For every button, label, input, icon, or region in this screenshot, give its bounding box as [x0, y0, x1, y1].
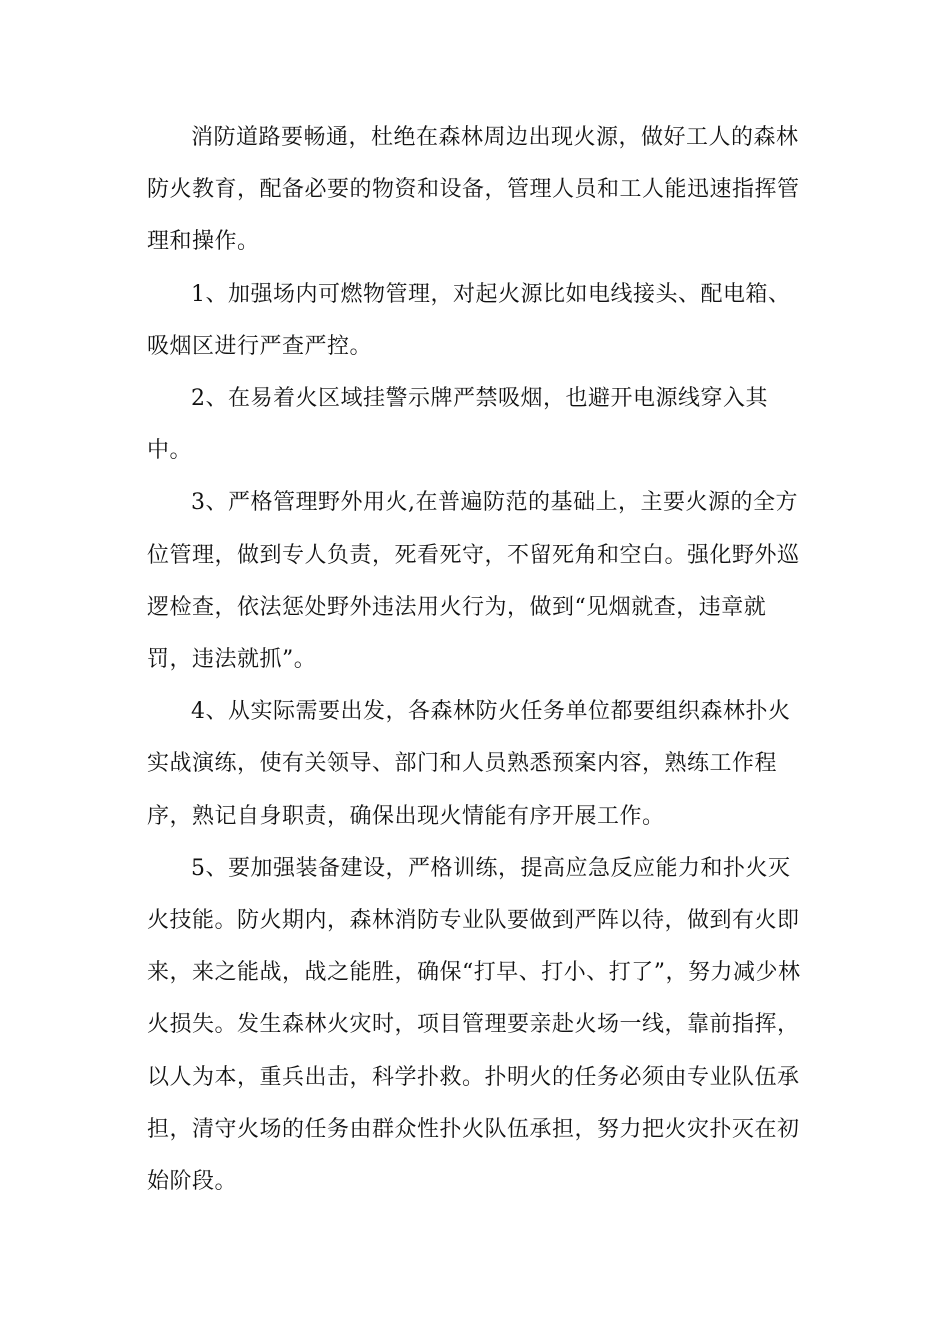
paragraph-item-1: [147, 269, 803, 373]
paragraph-line: 4、从实际需要出发，各森林防火任务单位都要组织森林扑火: [191, 699, 791, 725]
paragraph-line: 吸烟区进行严查严控。: [147, 333, 373, 359]
paragraph-line: 逻检查，依法惩处野外违法用火行为，做到“见烟就查，违章就: [147, 594, 767, 620]
paragraph-line: 中。: [147, 438, 193, 464]
paragraph-item-4: [147, 686, 803, 843]
paragraph-line: 2、在易着火区域挂警示牌严禁吸烟，也避开电源线穿入其: [191, 386, 768, 412]
paragraph-line: 以人为本，重兵出击，科学扑救。扑明火的任务必须由专业队伍承: [147, 1064, 800, 1090]
paragraph-intro: [147, 112, 803, 269]
document-body: [147, 112, 803, 1208]
paragraph-item-3: [147, 477, 803, 686]
paragraph-line: 消防道路要畅通，杜绝在森林周边出现火源，做好工人的森林: [191, 125, 799, 150]
paragraph-line: 3、严格管理野外用火,在普遍防范的基础上，主要火源的全方: [191, 490, 798, 516]
paragraph-item-2: [147, 373, 803, 477]
paragraph-line: 火损失。发生森林火灾时，项目管理要亲赴火场一线，靠前指挥，: [147, 1012, 800, 1038]
paragraph-line: 火技能。防火期内，森林消防专业队要做到严阵以待，做到有火即: [147, 908, 800, 934]
paragraph-line: 罚，违法就抓”。: [147, 647, 317, 673]
paragraph-line: 担，清守火场的任务由群众性扑火队伍承担，努力把火灾扑灭在初: [147, 1116, 800, 1142]
paragraph-line: 位管理，做到专人负责，死看死守，不留死角和空白。强化野外巡: [147, 542, 800, 568]
paragraph-line: 防火教育，配备必要的物资和设备，管理人员和工人能迅速指挥管: [147, 177, 800, 203]
paragraph-line: 理和操作。: [147, 229, 260, 255]
paragraph-line: 序，熟记自身职责，确保出现火情能有序开展工作。: [147, 803, 665, 829]
paragraph-line: 5、要加强装备建设，严格训练，提高应急反应能力和扑火灭: [191, 855, 791, 881]
paragraph-line: 1、加强场内可燃物管理，对起火源比如电线接头、配电箱、: [191, 281, 791, 307]
paragraph-item-5: [147, 843, 803, 1208]
paragraph-line: 实战演练，使有关领导、部门和人员熟悉预案内容，熟练工作程: [147, 751, 778, 777]
paragraph-line: 始阶段。: [147, 1169, 238, 1195]
paragraph-line: 来，来之能战，战之能胜，确保“打早、打小、打了”，努力减少林: [147, 960, 801, 986]
